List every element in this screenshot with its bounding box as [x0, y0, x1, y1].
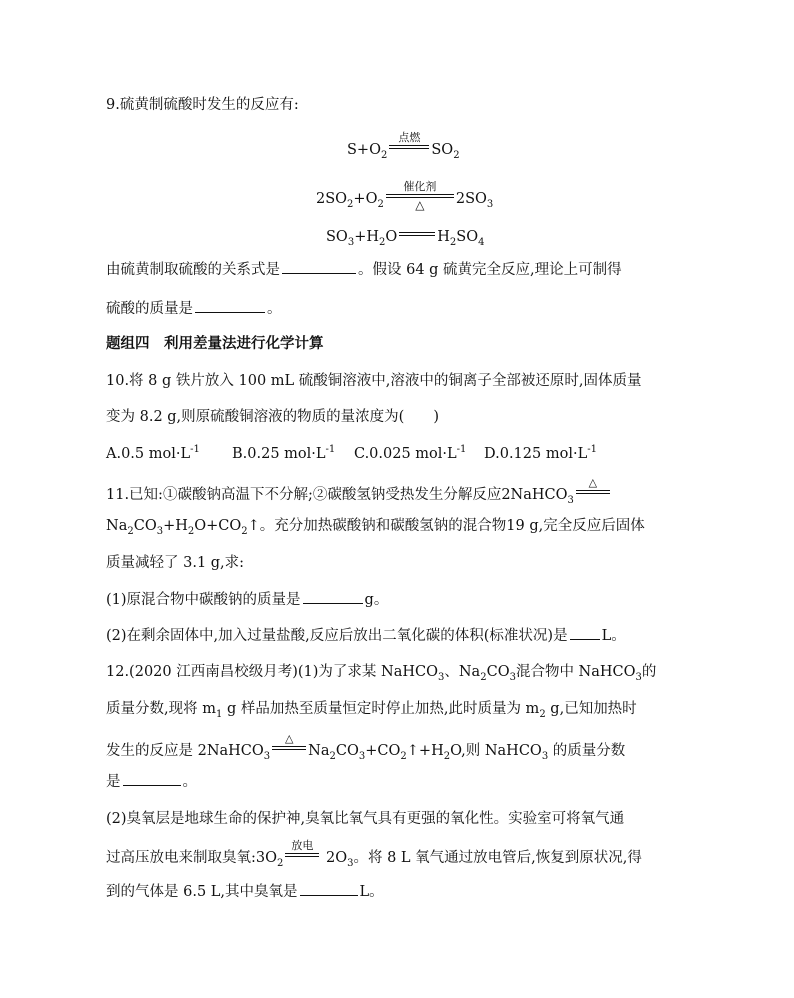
option-a[interactable]: A.0.5 $mol\cdot L^{-1}$: [106, 444, 200, 462]
q12-part2-line-2: 过高压放电来制取臭氧$:3O_2$ 放电 $2O_3$。将 8 L 氧气通过放电管后,恢复到原状况,得: [106, 839, 642, 869]
reaction-sign: △: [272, 737, 306, 755]
q9-equation-2: $2SO_2+O_2$ 催化剂 △ $2SO_3$: [316, 180, 494, 212]
q12-line-3: 发生的反应是 2NaHCO$_3$ △ $Na_2CO_3+CO_2↑+H_2O$,则 NaHCO$_3$ 的质量分数: [106, 732, 626, 762]
q11-sub-2: (2)在剩余固体中,加入过量盐酸,反应后放出二氧化碳的体积(标准状况)是 L。: [106, 625, 714, 647]
q12-line-2: 质量分数,现将 $m_1$ g 样品加热至质量恒定时停止加热,此时质量为 $m_2$ g,已知加热时: [106, 701, 637, 720]
q12-line-1: 12.(2020 江西南昌校级月考)(1)为了求某 NaHCO$_3$、$Na_2CO_3$混合物中 NaHCO$_3$的: [106, 664, 657, 683]
q10-line-1: 10.将 8 g 铁片放入 100 mL 硫酸铜溶液中,溶液中的铜离子全部被还原时,固体质量: [106, 373, 642, 389]
q11-line-3: 质量减轻了 3.1 g,求:: [106, 555, 245, 571]
q10-options: [106, 443, 714, 465]
answer-blank[interactable]: [195, 298, 265, 313]
q12-line-4: 是 。: [106, 771, 714, 793]
answer-blank[interactable]: [123, 771, 181, 786]
q9-line-2: 硫酸的质量是 。: [106, 298, 714, 320]
reaction-sign: 点燃: [389, 136, 429, 154]
reaction-sign: [399, 223, 435, 241]
q12-part2-line-3: 到的气体是 6.5 L,其中臭氧是 L。: [106, 881, 714, 903]
reaction-sign: 放电: [285, 844, 319, 862]
answer-blank[interactable]: [300, 881, 358, 896]
q11-line-1: 11.已知:①碳酸钠高温下不分解;②碳酸氢钠受热发生分解反应2NaHCO$_3$ △: [106, 481, 714, 506]
option-c[interactable]: C.0.025 $mol\cdot L^{-1}$: [354, 444, 467, 462]
option-d[interactable]: D.0.125 $mol\cdot L^{-1}$: [484, 444, 597, 462]
answer-blank[interactable]: [570, 625, 600, 640]
reaction-sign: 催化剂 △: [386, 185, 454, 203]
q11-sub-1: (1)原混合物中碳酸钠的质量是 g。: [106, 589, 714, 611]
answer-blank[interactable]: [303, 589, 363, 604]
section-heading: 题组四 利用差量法进行化学计算: [106, 335, 324, 352]
q10-line-2: 变为 8.2 g,则原硫酸铜溶液的物质的量浓度为( ): [106, 409, 439, 425]
q9-title: 9.硫黄制硫酸时发生的反应有:: [106, 97, 299, 113]
option-b[interactable]: B.0.25 $mol\cdot L^{-1}$: [232, 444, 336, 462]
q9-equation-1: $S+O_2$ 点燃 $SO_2$: [347, 131, 460, 161]
q9-equation-3: $SO_3+H_2O$ $H_2SO_4$: [326, 223, 485, 248]
q9-line-1: 由硫黄制取硫酸的关系式是 。假设 64 g 硫黄完全反应,理论上可制得: [106, 259, 714, 281]
q12-part2-line-1: (2)臭氧层是地球生命的保护神,臭氧比氧气具有更强的氧化性。实验室可将氧气通: [106, 811, 625, 827]
answer-blank[interactable]: [282, 259, 356, 274]
reaction-sign: △: [576, 481, 610, 499]
q11-line-2: $Na_2CO_3+H_2O+CO_2↑$。充分加热碳酸钠和碳酸氢钠的混合物19 g,完全反应后固体: [106, 518, 645, 537]
